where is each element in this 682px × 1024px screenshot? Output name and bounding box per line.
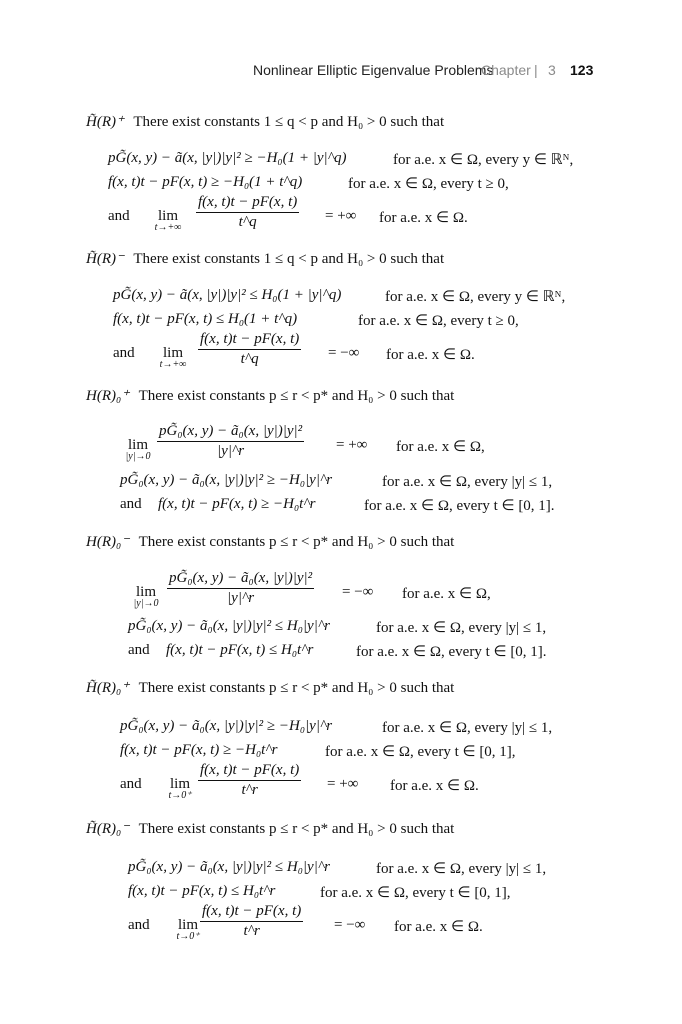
- page-number: 123: [570, 62, 594, 78]
- equation-condition: for a.e. x ∈ Ω, every |y| ≤ 1,: [376, 861, 547, 877]
- limit-operator: [158, 776, 202, 801]
- header-chapter: Chapter: [481, 62, 531, 78]
- hypothesis-label: H̃(R)₀⁺: [86, 680, 130, 696]
- equation-condition: for a.e. x ∈ Ω, every |y| ≤ 1,: [382, 720, 553, 736]
- hypothesis-heading: [86, 249, 444, 268]
- hypothesis-intro: There exist constants 1 ≤ q < p and H₀ > 0 such that: [133, 251, 445, 267]
- limit-value: = −∞: [328, 345, 360, 361]
- hypothesis-intro: There exist constants p ≤ r < p* and H₀ > 0 such that: [138, 388, 455, 404]
- fraction: [167, 570, 314, 607]
- fraction-denominator: t^r: [243, 923, 260, 939]
- equation: f(x, t)t − pF(x, t) ≤ H₀t^r: [166, 642, 314, 658]
- limit-value: = −∞: [342, 584, 374, 600]
- limit-subscript: t→+∞: [154, 222, 182, 233]
- limit-word: lim: [135, 584, 156, 600]
- hypothesis-intro: There exist constants p ≤ r < p* and H₀ > 0 such that: [138, 534, 455, 550]
- equation-condition: for a.e. x ∈ Ω, every |y| ≤ 1,: [376, 620, 547, 636]
- and-word: and: [113, 345, 135, 361]
- header-title: Nonlinear Elliptic Eigenvalue Problems: [253, 62, 494, 78]
- limit-subscript: |y|→0: [133, 598, 159, 609]
- equation: f(x, t)t − pF(x, t) ≤ H₀t^r: [128, 883, 276, 899]
- limit-operator: [151, 345, 195, 370]
- limit-value: = +∞: [336, 437, 368, 453]
- header-chapter-number: 3: [548, 62, 556, 78]
- equation: pG̃₀(x, y) − ã₀(x, |y|)|y|² ≤ H₀|y|^r: [128, 618, 330, 634]
- fraction: [200, 903, 303, 940]
- equation: pG̃₀(x, y) − ã₀(x, |y|)|y|² ≥ −H₀|y|^r: [120, 472, 333, 488]
- hypothesis-intro: There exist constants p ≤ r < p* and H₀ > 0 such that: [138, 821, 455, 837]
- hypothesis-label: H̃(R)⁺: [86, 114, 124, 130]
- fraction-denominator: t^q: [238, 214, 257, 230]
- limit-operator: [146, 208, 190, 233]
- fraction: [198, 762, 301, 799]
- limit-value: = −∞: [334, 917, 366, 933]
- fraction-numerator: f(x, t)t − pF(x, t): [196, 194, 299, 213]
- equation: pG̃₀(x, y) − ã₀(x, |y|)|y|² ≥ −H₀|y|^r: [120, 718, 333, 734]
- limit-subscript: t→+∞: [159, 359, 187, 370]
- running-header: [0, 62, 682, 82]
- hypothesis-label: H̃(R)₀⁻: [86, 821, 130, 837]
- limit-operator: [116, 437, 160, 462]
- limit-operator: [124, 584, 168, 609]
- limit-word: lim: [127, 437, 148, 453]
- equation: pG̃₀(x, y) − ã₀(x, |y|)|y|² ≤ H₀|y|^r: [128, 859, 330, 875]
- limit-word: lim: [177, 917, 198, 933]
- fraction-numerator: f(x, t)t − pF(x, t): [198, 331, 301, 350]
- equation-condition: for a.e. x ∈ Ω, every y ∈ ℝᴺ,: [393, 152, 574, 168]
- equation: f(x, t)t − pF(x, t) ≥ −H₀t^r: [120, 742, 278, 758]
- equation-condition: for a.e. x ∈ Ω, every t ∈ [0, 1].: [364, 498, 555, 514]
- equation-condition: for a.e. x ∈ Ω,: [402, 586, 491, 602]
- hypothesis-label: H̃(R)⁻: [86, 251, 124, 267]
- hypothesis-heading: [86, 112, 444, 131]
- and-word: and: [108, 208, 130, 224]
- limit-value: = +∞: [327, 776, 359, 792]
- and-word: and: [120, 496, 142, 512]
- and-word: and: [120, 776, 142, 792]
- equation-condition: for a.e. x ∈ Ω, every t ∈ [0, 1],: [325, 744, 516, 760]
- limit-subscript: |y|→0: [125, 451, 151, 462]
- hypothesis-heading: [86, 819, 454, 838]
- limit-value: = +∞: [325, 208, 357, 224]
- limit-word: lim: [169, 776, 190, 792]
- fraction-numerator: pG̃₀(x, y) − ã₀(x, |y|)|y|²: [157, 423, 304, 442]
- equation: pG̃(x, y) − ã(x, |y|)|y|² ≤ H₀(1 + |y|^q): [113, 287, 342, 303]
- fraction: [196, 194, 299, 231]
- hypothesis-heading: [86, 678, 454, 697]
- fraction-numerator: f(x, t)t − pF(x, t): [198, 762, 301, 781]
- and-word: and: [128, 917, 150, 933]
- limit-word: lim: [162, 345, 183, 361]
- fraction-denominator: t^r: [241, 782, 258, 798]
- hypothesis-heading: [86, 386, 454, 405]
- equation: f(x, t)t − pF(x, t) ≥ −H₀t^r: [158, 496, 316, 512]
- equation: f(x, t)t − pF(x, t) ≥ −H₀(1 + t^q): [108, 174, 303, 190]
- fraction-numerator: f(x, t)t − pF(x, t): [200, 903, 303, 922]
- limit-subscript: t→0⁺: [176, 931, 200, 942]
- equation-condition: for a.e. x ∈ Ω, every t ∈ [0, 1].: [356, 644, 547, 660]
- hypothesis-label: H(R)₀⁻: [86, 534, 130, 550]
- equation-condition: for a.e. x ∈ Ω.: [386, 347, 475, 363]
- equation-condition: for a.e. x ∈ Ω, every t ≥ 0,: [348, 176, 509, 192]
- header-separator: |: [534, 62, 538, 78]
- and-word: and: [128, 642, 150, 658]
- fraction-numerator: pG̃₀(x, y) − ã₀(x, |y|)|y|²: [167, 570, 314, 589]
- limit-subscript: t→0⁺: [168, 790, 192, 801]
- fraction-denominator: |y|^r: [227, 590, 255, 606]
- equation-condition: for a.e. x ∈ Ω, every t ≥ 0,: [358, 313, 519, 329]
- fraction-denominator: |y|^r: [217, 443, 245, 459]
- equation: pG̃(x, y) − ã(x, |y|)|y|² ≥ −H₀(1 + |y|^q): [108, 150, 347, 166]
- limit-word: lim: [157, 208, 178, 224]
- hypothesis-intro: There exist constants p ≤ r < p* and H₀ > 0 such that: [138, 680, 455, 696]
- fraction-denominator: t^q: [240, 351, 259, 367]
- fraction: [157, 423, 304, 460]
- equation-condition: for a.e. x ∈ Ω.: [379, 210, 468, 226]
- equation-condition: for a.e. x ∈ Ω.: [394, 919, 483, 935]
- fraction: [198, 331, 301, 368]
- equation-condition: for a.e. x ∈ Ω, every y ∈ ℝᴺ,: [385, 289, 566, 305]
- hypothesis-heading: [86, 532, 454, 551]
- equation-condition: for a.e. x ∈ Ω,: [396, 439, 485, 455]
- hypothesis-intro: There exist constants 1 ≤ q < p and H₀ > 0 such that: [133, 114, 445, 130]
- equation-condition: for a.e. x ∈ Ω, every |y| ≤ 1,: [382, 474, 553, 490]
- equation: f(x, t)t − pF(x, t) ≤ H₀(1 + t^q): [113, 311, 298, 327]
- equation-condition: for a.e. x ∈ Ω, every t ∈ [0, 1],: [320, 885, 511, 901]
- hypothesis-label: H(R)₀⁺: [86, 388, 130, 404]
- equation-condition: for a.e. x ∈ Ω.: [390, 778, 479, 794]
